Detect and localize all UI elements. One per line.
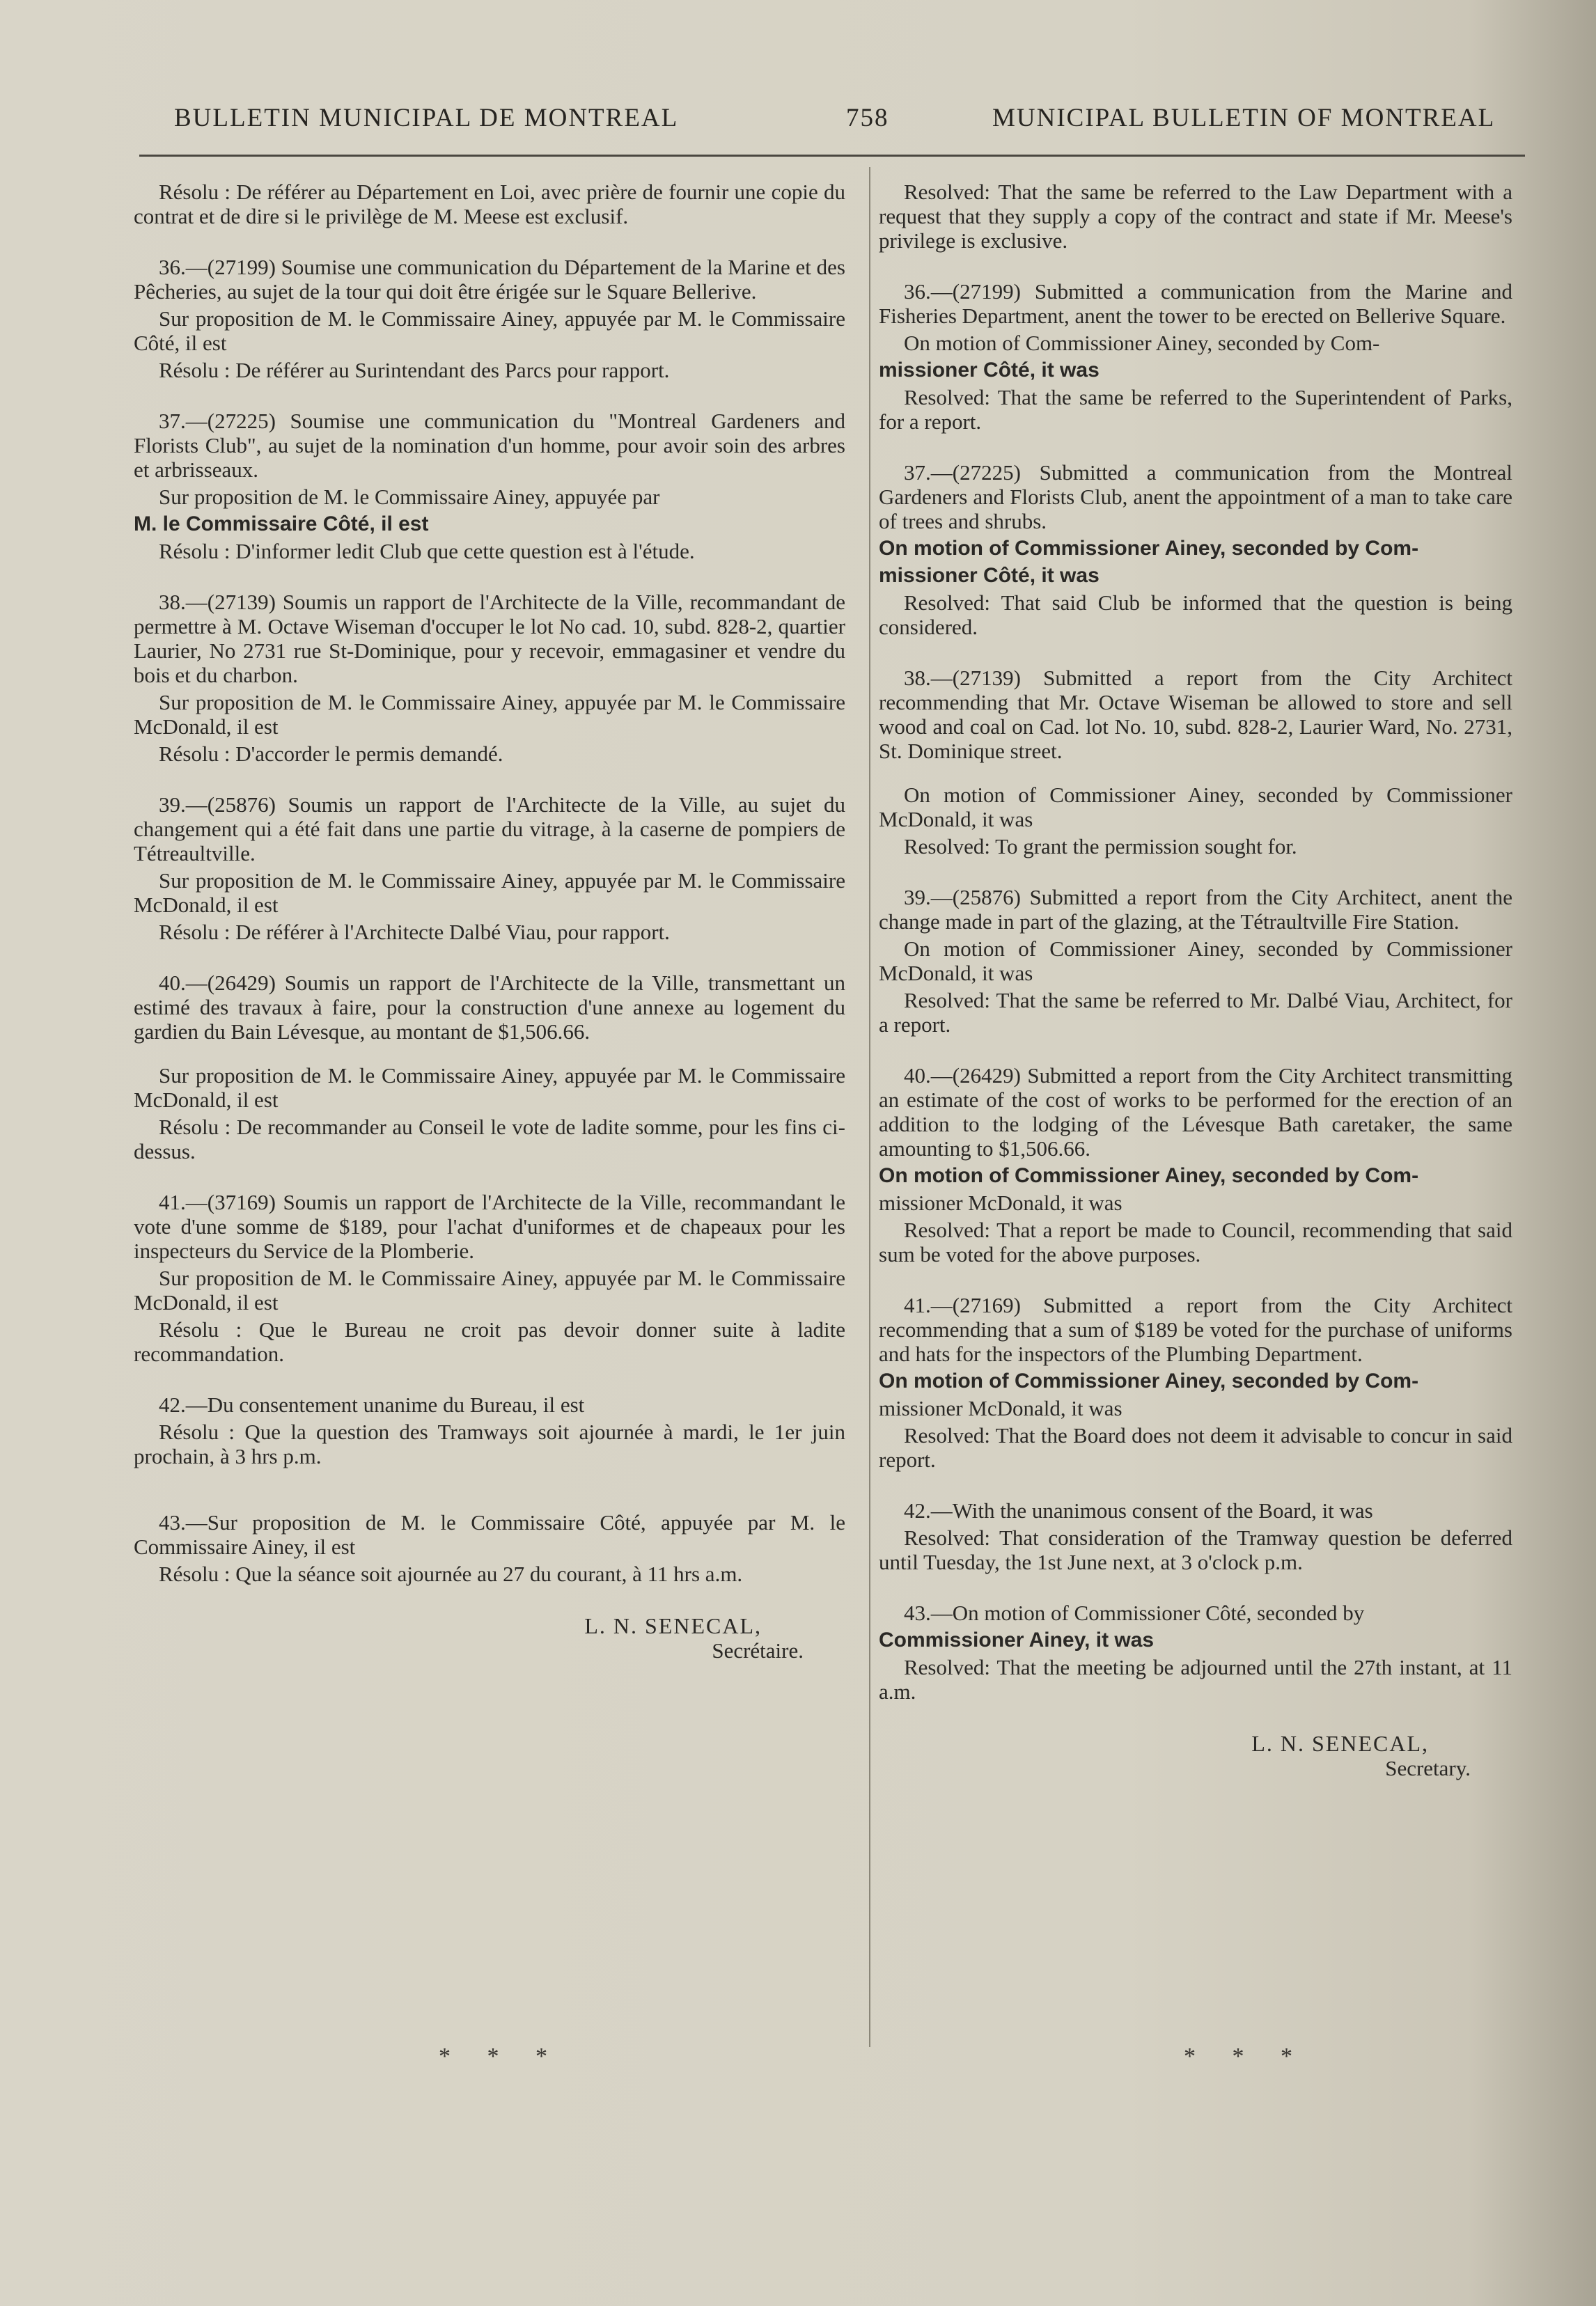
fr-signature-title: Secrétaire. bbox=[712, 1638, 804, 1663]
page-number: 758 bbox=[846, 104, 889, 132]
fr-item-36-text: 36.—(27199) Soumise une communication du Département de la Marine et des Pêcheries, au sujet de la tour qui doit être érigée sur le Square Bellerive. bbox=[134, 255, 845, 304]
english-column bbox=[879, 180, 1512, 1780]
fr-item-39-resolu: Résolu : De référer à l'Architecte Dalbé Viau, pour rapport. bbox=[159, 920, 670, 944]
fr-item-43-resolu: Résolu : Que la séance soit ajournée au 27 du courant, à 11 hrs a.m. bbox=[159, 1562, 743, 1586]
en-section-separator: * * * bbox=[1184, 2044, 1308, 2069]
en-item-41-resolved: Resolved: That the Board does not deem it advisable to concur in said report. bbox=[879, 1423, 1512, 1472]
en-item-40-motion-b: missioner McDonald, it was bbox=[879, 1191, 1122, 1215]
en-item-36-motion-b: missioner Côté, it was bbox=[879, 359, 1100, 382]
fr-item-37-text: 37.—(27225) Soumise une communication du "Montreal Gardeners and Florists Club", au sujet de la nomination d'un homme, pour avoir soin des arbres et arbrisseaux. bbox=[134, 409, 845, 482]
en-item-43-resolved: Resolved: That the meeting be adjourned until the 27th instant, at 11 a.m. bbox=[879, 1655, 1512, 1704]
en-item-37 bbox=[879, 460, 1512, 639]
en-item-41 bbox=[879, 1293, 1512, 1472]
en-item-42 bbox=[879, 1498, 1512, 1574]
fr-item-41-text: 41.—(37169) Soumis un rapport de l'Architecte de la Ville, recommandant le vote d'une somme de $189, pour l'achat d'uniformes et de chapeaux pour les inspecteurs du Service de la Plomberie. bbox=[134, 1190, 845, 1263]
header-french-title: BULLETIN MUNICIPAL DE MONTREAL bbox=[174, 104, 679, 132]
french-column bbox=[134, 180, 845, 1663]
en-item-43-motion-b: Commissioner Ainey, it was bbox=[879, 1629, 1155, 1652]
fr-signature-name: L. N. SENECAL, bbox=[584, 1613, 762, 1638]
fr-item-38-resolu: Résolu : D'accorder le permis demandé. bbox=[159, 742, 503, 766]
en-item-39 bbox=[879, 885, 1512, 1037]
en-item-43 bbox=[879, 1601, 1512, 1704]
fr-item-41-motion: Sur proposition de M. le Commissaire Ainey, appuyée par M. le Commissaire McDonald, il est bbox=[134, 1266, 845, 1315]
en-item-38-text: 38.—(27139) Submitted a report from the City Architect recommending that Mr. Octave Wiseman be allowed to store and sell wood and coal on Cad. lot No. 10, subd. 828-2, Laurier Ward, No. 2731, St. Dominique street. bbox=[879, 666, 1512, 763]
fr-item-37-motion-a: Sur proposition de M. le Commissaire Ainey, appuyée par bbox=[159, 485, 660, 509]
fr-item-41 bbox=[134, 1190, 845, 1366]
fr-item-38 bbox=[134, 590, 845, 766]
en-item-37-motion-a: On motion of Commissioner Ainey, seconded by Com- bbox=[879, 537, 1419, 560]
fr-section-separator: * * * bbox=[439, 2044, 563, 2069]
fr-item-39-text: 39.—(25876) Soumis un rapport de l'Architecte de la Ville, au sujet du changement qui a été fait dans une partie du vitrage, à la caserne de pompiers de Tétreaultville. bbox=[134, 792, 845, 865]
en-item-41-motion-b: missioner McDonald, it was bbox=[879, 1396, 1122, 1420]
en-item-40 bbox=[879, 1063, 1512, 1266]
header-english-title: MUNICIPAL BULLETIN OF MONTREAL bbox=[992, 104, 1496, 132]
en-intro-resolved: Resolved: That the same be referred to the Law Department with a request that they supply a copy of the contract and state if Mr. Meese's privilege is exclusive. bbox=[879, 180, 1512, 253]
en-item-42-text: 42.—With the unanimous consent of the Board, it was bbox=[904, 1498, 1373, 1523]
fr-item-37-resolu: Résolu : D'informer ledit Club que cette question est à l'étude. bbox=[159, 539, 695, 563]
fr-item-38-motion: Sur proposition de M. le Commissaire Ainey, appuyée par M. le Commissaire McDonald, il est bbox=[134, 690, 845, 739]
fr-intro bbox=[134, 180, 845, 228]
fr-item-43-text: 43.—Sur proposition de M. le Commissaire Côté, appuyée par M. le Commissaire Ainey, il est bbox=[134, 1510, 845, 1559]
en-item-37-text: 37.—(27225) Submitted a communication from the Montreal Gardeners and Florists Club, anent the appointment of a man to take care of trees and shrubs. bbox=[879, 460, 1512, 533]
en-item-36-resolved: Resolved: That the same be referred to the Superintendent of Parks, for a report. bbox=[879, 385, 1512, 434]
fr-item-40-motion: Sur proposition de M. le Commissaire Ainey, appuyée par M. le Commissaire McDonald, il est bbox=[134, 1063, 845, 1112]
en-signature-name: L. N. SENECAL, bbox=[1251, 1731, 1429, 1756]
en-item-38 bbox=[879, 666, 1512, 858]
en-item-41-text: 41.—(27169) Submitted a report from the City Architect recommending that a sum of $189 be voted for the purchase of uniforms and hats for the inspectors of the Plumbing Department. bbox=[879, 1293, 1512, 1366]
en-item-37-resolved: Resolved: That said Club be informed that the question is being considered. bbox=[879, 590, 1512, 639]
en-item-38-resolved: Resolved: To grant the permission sought for. bbox=[904, 834, 1297, 858]
fr-item-42-text: 42.—Du consentement unanime du Bureau, il est bbox=[159, 1393, 585, 1417]
en-item-42-resolved: Resolved: That consideration of the Tramway question be deferred until Tuesday, the 1st June next, at 3 o'clock p.m. bbox=[879, 1525, 1512, 1574]
en-item-39-resolved: Resolved: That the same be referred to Mr. Dalbé Viau, Architect, for a report. bbox=[879, 988, 1512, 1037]
fr-item-41-resolu: Résolu : Que le Bureau ne croit pas devoir donner suite à ladite recommandation. bbox=[134, 1317, 845, 1366]
fr-item-39 bbox=[134, 792, 845, 944]
fr-item-36-motion: Sur proposition de M. le Commissaire Ainey, appuyée par M. le Commissaire Côté, il est bbox=[134, 306, 845, 355]
fr-item-40-resolu: Résolu : De recommander au Conseil le vote de ladite somme, pour les fins ci-dessus. bbox=[134, 1115, 845, 1163]
fr-item-39-motion: Sur proposition de M. le Commissaire Ainey, appuyée par M. le Commissaire McDonald, il est bbox=[134, 868, 845, 917]
header-rule bbox=[139, 155, 1525, 157]
fr-item-42-resolu: Résolu : Que la question des Tramways soit ajournée à mardi, le 1er juin prochain, à 3 hrs p.m. bbox=[134, 1420, 845, 1468]
en-item-36-motion-a: On motion of Commissioner Ainey, seconded by Com- bbox=[904, 331, 1380, 355]
column-divider bbox=[869, 167, 870, 2047]
en-item-36 bbox=[879, 279, 1512, 434]
fr-item-38-text: 38.—(27139) Soumis un rapport de l'Architecte de la Ville, recommandant de permettre à M. Octave Wiseman d'occuper le lot No cad. 10, subd. 828-2, quartier Laurier, No 2731 rue St-Dominique, pour y recevoir, emmagasiner et vendre du bois et du charbon. bbox=[134, 590, 845, 687]
fr-item-40-text: 40.—(26429) Soumis un rapport de l'Architecte de la Ville, transmettant un estimé des travaux à faire, pour la construction d'une annexe au logement du gardien du Bain Lévesque, au montant de $1,506.66. bbox=[134, 971, 845, 1044]
fr-item-43 bbox=[134, 1510, 845, 1586]
en-signature-title: Secretary. bbox=[1385, 1756, 1471, 1780]
en-item-43-text: 43.—On motion of Commissioner Côté, seconded by bbox=[904, 1601, 1365, 1625]
en-item-41-motion-a: On motion of Commissioner Ainey, seconded by Com- bbox=[879, 1370, 1419, 1393]
fr-item-40 bbox=[134, 971, 845, 1163]
fr-item-36-resolu: Résolu : De référer au Surintendant des Parcs pour rapport. bbox=[159, 358, 670, 382]
fr-item-42 bbox=[134, 1393, 845, 1468]
en-item-39-motion: On motion of Commissioner Ainey, seconded by Commissioner McDonald, it was bbox=[879, 936, 1512, 985]
en-item-40-resolved: Resolved: That a report be made to Council, recommending that said sum be voted for the above purposes. bbox=[879, 1218, 1512, 1266]
en-item-40-motion-a: On motion of Commissioner Ainey, seconded by Com- bbox=[879, 1164, 1419, 1187]
page-header bbox=[139, 103, 1525, 138]
fr-signature bbox=[134, 1614, 845, 1663]
fr-item-37-motion-b: M. le Commissaire Côté, il est bbox=[134, 512, 429, 535]
en-intro bbox=[879, 180, 1512, 253]
en-item-37-motion-b: missioner Côté, it was bbox=[879, 564, 1100, 587]
en-item-40-text: 40.—(26429) Submitted a report from the City Architect transmitting an estimate of the cost of works to be performed for the erection of an addition to the lodging of the Lévesque Bath caretaker, the same amounting to $1,506.66. bbox=[879, 1063, 1512, 1161]
fr-intro-resolu: Résolu : De référer au Département en Loi, avec prière de fournir une copie du contrat et de dire si le privilège de M. Meese est exclusif. bbox=[134, 180, 845, 228]
en-signature bbox=[879, 1732, 1512, 1780]
fr-item-37 bbox=[134, 409, 845, 563]
fr-item-36 bbox=[134, 255, 845, 382]
en-item-38-motion: On motion of Commissioner Ainey, seconded by Commissioner McDonald, it was bbox=[879, 783, 1512, 831]
en-item-39-text: 39.—(25876) Submitted a report from the City Architect, anent the change made in part of the glazing, at the Tétraultville Fire Station. bbox=[879, 885, 1512, 934]
en-item-36-text: 36.—(27199) Submitted a communication from the Marine and Fisheries Department, anent the tower to be erected on Bellerive Square. bbox=[879, 279, 1512, 328]
